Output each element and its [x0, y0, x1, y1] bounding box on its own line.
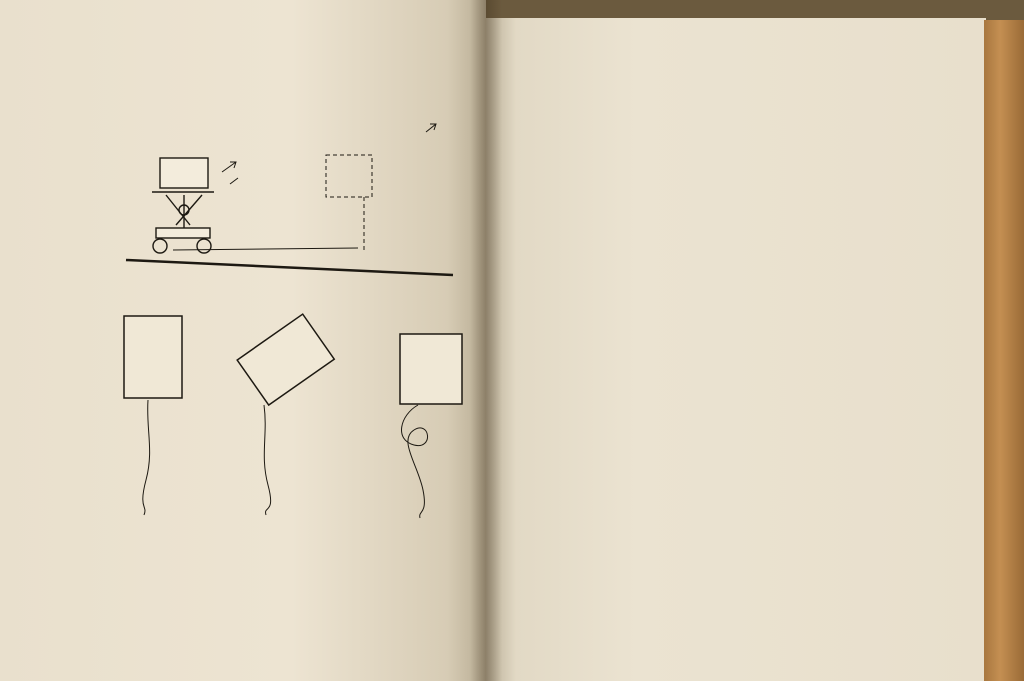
measure-line: [173, 248, 358, 250]
hive-diagram-rotated: [237, 314, 334, 405]
bee-flight-paths: [143, 400, 428, 518]
left-page: [0, 0, 486, 681]
book-gutter: [470, 0, 502, 681]
hive-diagram-normal: [124, 316, 182, 398]
book-cover-edge: [984, 20, 1024, 681]
ground-line: [126, 260, 453, 275]
right-page: [486, 18, 986, 681]
text-line: [126, 32, 484, 70]
left-top-paragraph: [126, 32, 484, 70]
text-line: [126, 32, 484, 70]
hive-on-cart: [152, 158, 214, 253]
figure-71-illustration: [118, 110, 478, 530]
former-hive-position: [326, 155, 372, 197]
text-line: [126, 32, 484, 70]
text-line: [126, 32, 484, 70]
flight-arrows: [222, 124, 436, 184]
hive-diagram-shifted: [400, 334, 462, 404]
